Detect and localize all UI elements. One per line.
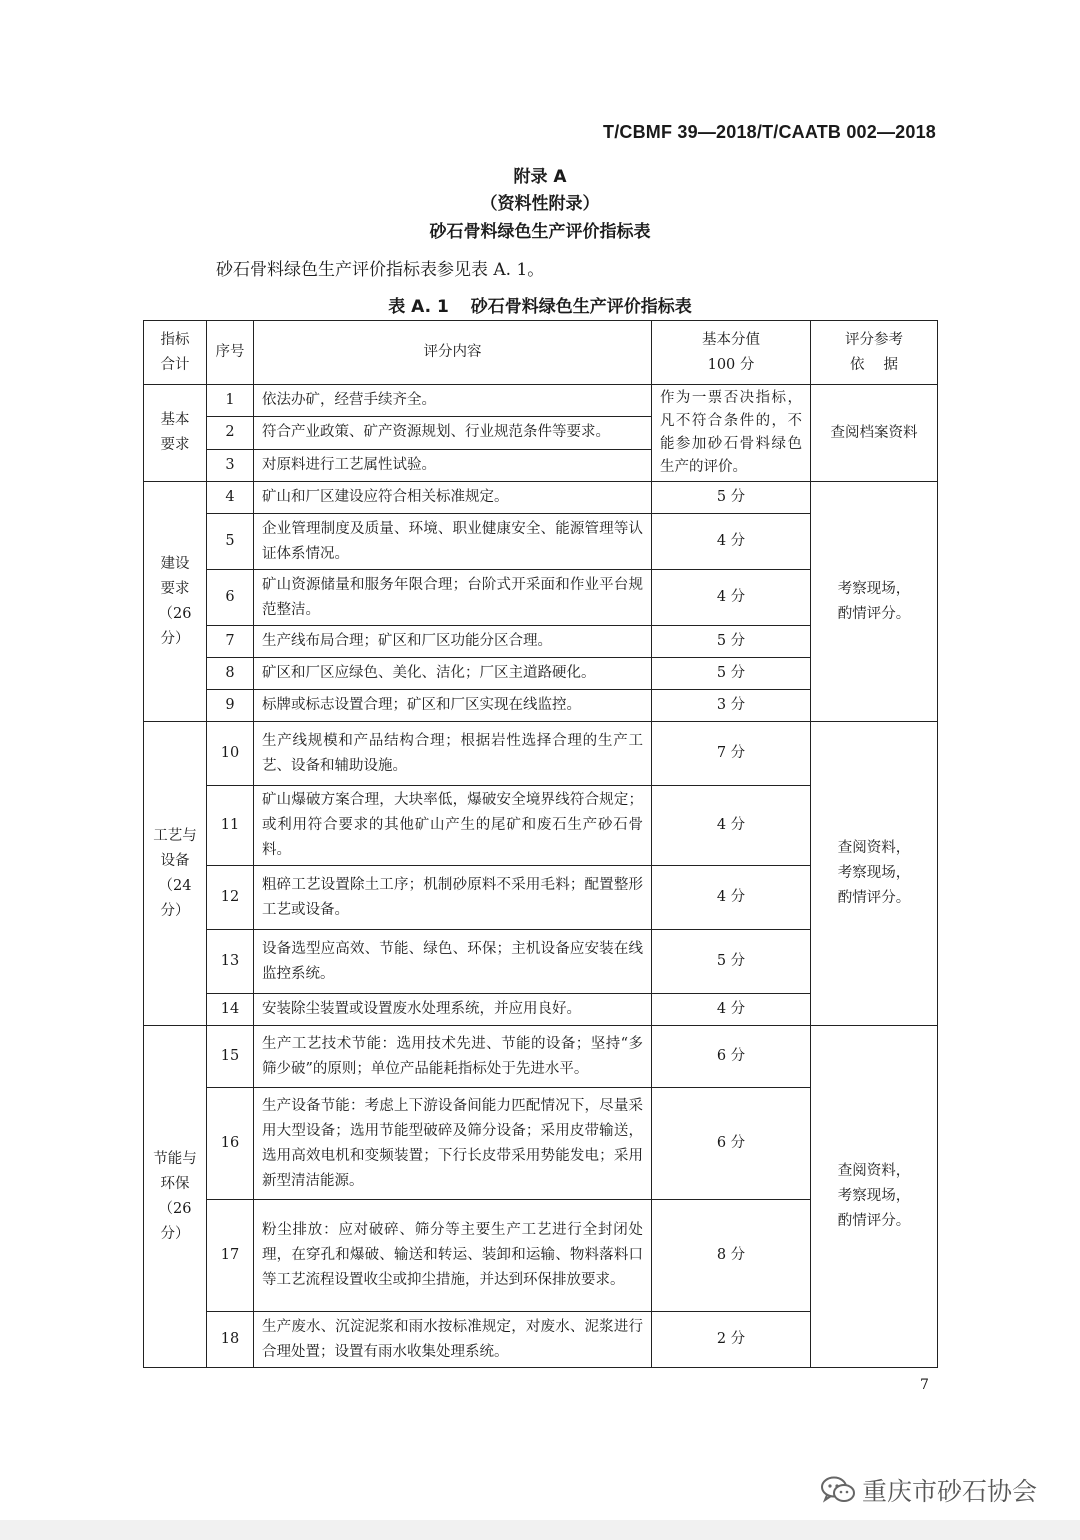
- index-cell: 5: [207, 514, 254, 570]
- score-cell: 6 分: [652, 1026, 811, 1088]
- index-cell: 8: [207, 658, 254, 690]
- content-cell: 符合产业政策、矿产资源规划、行业规范条件等要求。: [254, 417, 652, 449]
- reference-cell: 查阅资料， 考察现场， 酌情评分。: [811, 1026, 938, 1368]
- reference-cell: 查阅资料， 考察现场， 酌情评分。: [811, 722, 938, 1026]
- watermark-text: 重庆市砂石协会: [862, 1477, 1038, 1506]
- reference-cell: 考察现场， 酌情评分。: [811, 482, 938, 722]
- score-cell: 6 分: [652, 1088, 811, 1200]
- table-row: [144, 722, 938, 786]
- content-cell: 粗碎工艺设置除土工序；机制砂原料不采用毛料；配置整形工艺或设备。: [254, 866, 652, 930]
- index-cell: 17: [207, 1200, 254, 1312]
- index-cell: 9: [207, 690, 254, 722]
- score-cell: 8 分: [652, 1200, 811, 1312]
- score-cell: 4 分: [652, 866, 811, 930]
- score-cell: 4 分: [652, 786, 811, 866]
- header-score: 基本分值 100 分: [652, 321, 811, 385]
- index-cell: 12: [207, 866, 254, 930]
- table-caption: [0, 292, 1080, 317]
- index-cell: 15: [207, 1026, 254, 1088]
- score-cell: 5 分: [652, 930, 811, 994]
- wechat-icon: [820, 1475, 856, 1505]
- index-cell: 11: [207, 786, 254, 866]
- page-number: 7: [920, 1377, 929, 1393]
- score-cell: 4 分: [652, 514, 811, 570]
- category-cell: 基本 要求: [144, 385, 207, 482]
- reference-cell: 查阅档案资料: [811, 385, 938, 482]
- score-cell: 4 分: [652, 994, 811, 1026]
- score-cell: 7 分: [652, 722, 811, 786]
- veto-note-cell: 作为一票否决指标，凡不符合条件的，不能参加砂石骨料绿色生产的评价。: [652, 385, 811, 482]
- content-cell: 设备选型应高效、节能、绿色、环保；主机设备应安装在线监控系统。: [254, 930, 652, 994]
- content-cell: 依法办矿，经营手续齐全。: [254, 385, 652, 417]
- watermark: [820, 1472, 1037, 1508]
- table-row: [144, 385, 938, 417]
- category-cell: 工艺与 设备 （24 分）: [144, 722, 207, 1026]
- score-cell: 5 分: [652, 658, 811, 690]
- score-cell: 3 分: [652, 690, 811, 722]
- index-cell: 10: [207, 722, 254, 786]
- index-cell: 16: [207, 1088, 254, 1200]
- content-cell: 矿山和厂区建设应符合相关标准规定。: [254, 482, 652, 514]
- score-cell: 5 分: [652, 626, 811, 658]
- appendix-type: （资料性附录）: [480, 194, 600, 214]
- table-caption-title: 砂石骨料绿色生产评价指标表: [470, 297, 692, 317]
- category-cell: 节能与 环保 （26 分）: [144, 1026, 207, 1368]
- header-reference: 评分参考 依 据: [811, 321, 938, 385]
- score-cell: 2 分: [652, 1312, 811, 1368]
- index-cell: 14: [207, 994, 254, 1026]
- content-cell: 生产废水、沉淀泥浆和雨水按标准规定，对废水、泥浆进行合理处置；设置有雨水收集处理系统。: [254, 1312, 652, 1368]
- intro-text: 砂石骨料绿色生产评价指标表参见表 A. 1。: [216, 260, 545, 280]
- header-content: 评分内容: [254, 321, 652, 385]
- index-cell: 1: [207, 385, 254, 417]
- score-cell: 5 分: [652, 482, 811, 514]
- table-caption-number: 表 A. 1: [388, 297, 449, 317]
- index-cell: 18: [207, 1312, 254, 1368]
- content-cell: 矿区和厂区应绿色、美化、洁化；厂区主道路硬化。: [254, 658, 652, 690]
- index-cell: 7: [207, 626, 254, 658]
- table-row: [144, 1026, 938, 1088]
- content-cell: 企业管理制度及质量、环境、职业健康安全、能源管理等认证体系情况。: [254, 514, 652, 570]
- content-cell: 矿山资源储量和服务年限合理；台阶式开采面和作业平台规范整洁。: [254, 570, 652, 626]
- standard-code: T/CBMF 39—2018/T/CAATB 002—2018: [603, 122, 936, 142]
- indicator-table: [143, 320, 938, 1368]
- index-cell: 13: [207, 930, 254, 994]
- table-row: [144, 482, 938, 514]
- index-cell: 6: [207, 570, 254, 626]
- header-index: 序号: [207, 321, 254, 385]
- appendix-name: 砂石骨料绿色生产评价指标表: [429, 222, 651, 242]
- content-cell: 矿山爆破方案合理，大块率低，爆破安全境界线符合规定；或利用符合要求的其他矿山产生的尾矿和废石生产砂石骨料。: [254, 786, 652, 866]
- content-cell: 生产设备节能：考虑上下游设备间能力匹配情况下，尽量采用大型设备；选用节能型破碎及筛分设备；采用皮带输送，选用高效电机和变频装置；下行长皮带采用势能发电；采用新型清洁能源。: [254, 1088, 652, 1200]
- content-cell: 生产线布局合理；矿区和厂区功能分区合理。: [254, 626, 652, 658]
- content-cell: 粉尘排放：应对破碎、筛分等主要生产工艺进行全封闭处理，在穿孔和爆破、输送和转运、装卸和运输、物料落料口等工艺流程设置收尘或抑尘措施，并达到环保排放要求。: [254, 1200, 652, 1312]
- content-cell: 对原料进行工艺属性试验。: [254, 449, 652, 481]
- index-cell: 3: [207, 449, 254, 481]
- content-cell: 安装除尘装置或设置废水处理系统，并应用良好。: [254, 994, 652, 1026]
- header-category: 指标 合计: [144, 321, 207, 385]
- index-cell: 2: [207, 417, 254, 449]
- content-cell: 生产线规模和产品结构合理；根据岩性选择合理的生产工艺、设备和辅助设施。: [254, 722, 652, 786]
- content-cell: 标牌或标志设置合理；矿区和厂区实现在线监控。: [254, 690, 652, 722]
- bottom-strip: [0, 1520, 1080, 1540]
- index-cell: 4: [207, 482, 254, 514]
- content-cell: 生产工艺技术节能：选用技术先进、节能的设备；坚持“多筛少破”的原则；单位产品能耗指标处于先进水平。: [254, 1026, 652, 1088]
- score-cell: 4 分: [652, 570, 811, 626]
- appendix-title: 附录 A: [513, 167, 567, 187]
- category-cell: 建设 要求 （26 分）: [144, 482, 207, 722]
